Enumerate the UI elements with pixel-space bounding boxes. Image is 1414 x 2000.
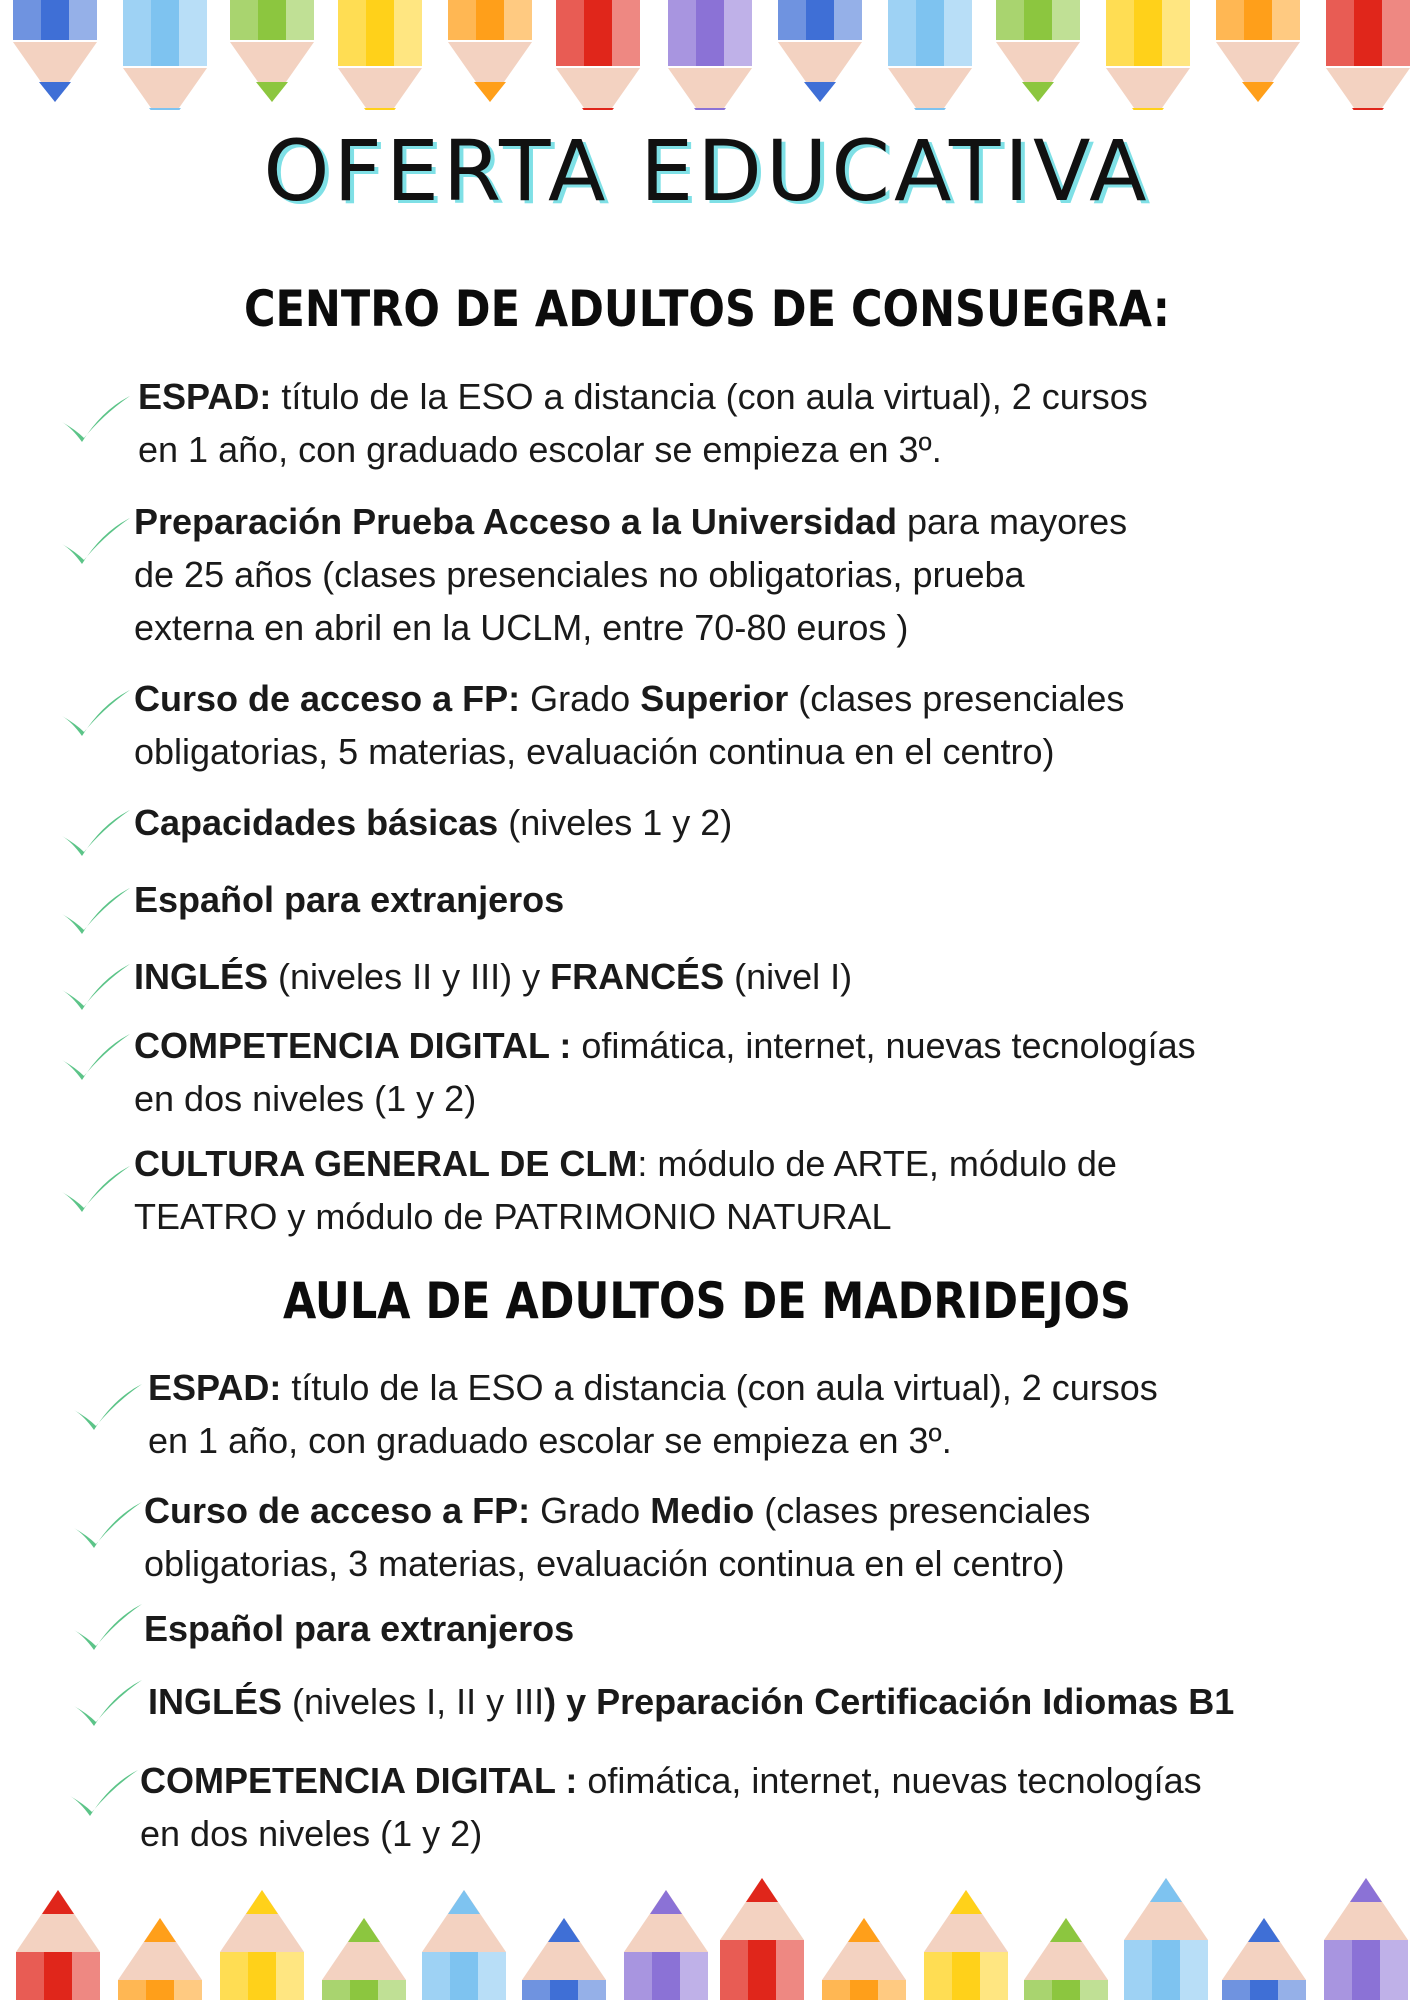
pencil-icon <box>13 0 97 102</box>
check-icon <box>58 884 134 940</box>
list-item: Español para extranjeros <box>144 1608 575 1649</box>
check-icon <box>70 1676 146 1732</box>
pencil-icon <box>1024 1918 1108 2000</box>
pencil-icon <box>1222 1918 1306 2000</box>
section-title-madridejos: AULA DE ADULTOS DE MADRIDEJOS <box>282 1272 1132 1330</box>
list-item: Español para extranjeros <box>134 879 565 920</box>
pencil-icon <box>1326 0 1410 110</box>
pencil-icon <box>888 0 972 110</box>
check-icon <box>66 1766 142 1822</box>
pencil-icon <box>1324 1878 1408 2000</box>
check-icon <box>58 514 134 570</box>
pencil-icon <box>1216 0 1300 102</box>
bottom-pencil-border <box>0 1860 1414 2000</box>
check-icon <box>58 960 134 1016</box>
pencil-icon <box>118 1918 202 2000</box>
pencil-icon <box>924 1890 1008 2000</box>
check-icon <box>70 1600 146 1656</box>
list-item: INGLÉS (niveles II y III) y FRANCÉS (nivel I) <box>134 956 853 997</box>
check-icon <box>70 1498 146 1554</box>
section-title-consuegra: CENTRO DE ADULTOS DE CONSUEGRA: <box>243 280 1170 338</box>
pencil-icon <box>624 1890 708 2000</box>
list-item: Capacidades básicas (niveles 1 y 2) <box>134 802 733 843</box>
pencil-icon <box>522 1918 606 2000</box>
pencil-icon <box>996 0 1080 102</box>
pencil-icon <box>822 1918 906 2000</box>
list-item: Curso de acceso a FP: Grado Superior (clases presenciales obligatorias, 5 materias, evaluación continua en el centro) <box>134 678 1125 772</box>
pencil-icon <box>220 1890 304 2000</box>
pencil-icon <box>668 0 752 110</box>
pencil-icon <box>556 0 640 110</box>
list-item: COMPETENCIA DIGITAL : ofimática, internet, nuevas tecnologías en dos niveles (1 y 2) <box>134 1025 1196 1119</box>
list-item: INGLÉS (niveles I, II y III) y Preparación Certificación Idiomas B1 <box>148 1681 1235 1722</box>
page-title: OFERTA EDUCATIVA <box>263 122 1151 220</box>
list-item: CULTURA GENERAL DE CLM: módulo de ARTE, módulo de TEATRO y módulo de PATRIMONIO NATURAL <box>134 1143 1117 1237</box>
pencil-icon <box>422 1890 506 2000</box>
pencil-icon <box>123 0 207 110</box>
top-pencil-border <box>0 0 1414 110</box>
list-item: ESPAD: título de la ESO a distancia (con aula virtual), 2 cursos en 1 año, con graduado escolar se empieza en 3º. <box>138 376 1148 470</box>
pencil-icon <box>1124 1878 1208 2000</box>
check-icon <box>58 1030 134 1086</box>
check-icon <box>58 686 134 742</box>
pencil-icon <box>778 0 862 102</box>
pencil-icon <box>448 0 532 102</box>
pencil-icon <box>230 0 314 102</box>
list-item: Curso de acceso a FP: Grado Medio (clases presenciales obligatorias, 3 materias, evaluación continua en el centro) <box>144 1490 1091 1584</box>
pencil-icon <box>720 1878 804 2000</box>
pencil-icon <box>1106 0 1190 110</box>
list-item: COMPETENCIA DIGITAL : ofimática, internet, nuevas tecnologías en dos niveles (1 y 2) <box>140 1760 1202 1854</box>
check-icon <box>58 1162 134 1218</box>
check-icon <box>70 1380 146 1436</box>
pencil-icon <box>16 1890 100 2000</box>
check-icon <box>58 392 134 448</box>
pencil-icon <box>338 0 422 110</box>
list-item: ESPAD: título de la ESO a distancia (con aula virtual), 2 cursos en 1 año, con graduado escolar se empieza en 3º. <box>148 1367 1158 1461</box>
list-item: Preparación Prueba Acceso a la Universidad para mayores de 25 años (clases presenciales no obligatorias, prueba externa en abril en la UCLM, entre 70-80 euros ) <box>134 501 1128 648</box>
pencil-icon <box>322 1918 406 2000</box>
check-icon <box>58 806 134 862</box>
